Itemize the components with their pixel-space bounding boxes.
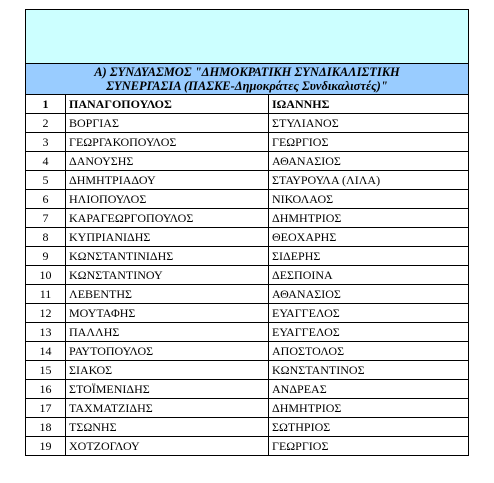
first-name-cell[interactable]: ΓΕΩΡΓΙΟΣ bbox=[269, 133, 469, 152]
surname-cell[interactable]: ΚΥΠΡΙΑΝΙΔΗΣ bbox=[66, 228, 269, 247]
row-number-cell[interactable]: 2 bbox=[26, 114, 66, 133]
first-name-cell[interactable]: ΣΩΤΗΡΙΟΣ bbox=[269, 418, 469, 437]
row-number-cell[interactable]: 17 bbox=[26, 399, 66, 418]
surname-cell[interactable]: ΤΑΧΜΑΤΖΙΔΗΣ bbox=[66, 399, 269, 418]
first-name-cell[interactable]: ΑΝΔΡΕΑΣ bbox=[269, 380, 469, 399]
row-number-cell[interactable]: 5 bbox=[26, 171, 66, 190]
table-row bbox=[26, 285, 469, 304]
first-name-cell[interactable]: ΔΗΜΗΤΡΙΟΣ bbox=[269, 399, 469, 418]
row-number-cell[interactable]: 3 bbox=[26, 133, 66, 152]
table-row bbox=[26, 266, 469, 285]
row-number-cell[interactable]: 11 bbox=[26, 285, 66, 304]
row-number-cell[interactable]: 15 bbox=[26, 361, 66, 380]
first-name-cell[interactable]: ΝΙΚΟΛΑΟΣ bbox=[269, 190, 469, 209]
table-row bbox=[26, 361, 469, 380]
table-row bbox=[26, 133, 469, 152]
table-row bbox=[26, 95, 469, 114]
surname-cell[interactable]: ΣΙΑΚΟΣ bbox=[66, 361, 269, 380]
table-row bbox=[26, 114, 469, 133]
surname-cell[interactable]: ΠΑΛΛΗΣ bbox=[66, 323, 269, 342]
surname-cell[interactable]: ΔΑΝΟΥΣΗΣ bbox=[66, 152, 269, 171]
first-name-cell[interactable]: ΑΠΟΣΤΟΛΟΣ bbox=[269, 342, 469, 361]
first-name-cell[interactable]: ΣΙΔΕΡΗΣ bbox=[269, 247, 469, 266]
heading-line-1: Α) ΣΥΝΔΥΑΣΜΟΣ "ΔΗΜΟΚΡΑΤΙΚΗ ΣΥΝΔΙΚΑΛΙΣΤΙΚΗ bbox=[94, 65, 400, 79]
table-row bbox=[26, 304, 469, 323]
first-name-cell[interactable]: ΓΕΩΡΓΙΟΣ bbox=[269, 437, 469, 456]
surname-cell[interactable]: ΗΛΙΟΠΟΥΛΟΣ bbox=[66, 190, 269, 209]
heading-row bbox=[26, 64, 469, 95]
surname-cell[interactable]: ΧΟΤΖΟΓΛΟΥ bbox=[66, 437, 269, 456]
banner-row bbox=[26, 10, 469, 64]
surname-cell[interactable]: ΔΗΜΗΤΡΙΑΔΟΥ bbox=[66, 171, 269, 190]
first-name-cell[interactable]: ΕΥΑΓΓΕΛΟΣ bbox=[269, 323, 469, 342]
row-number-cell[interactable]: 7 bbox=[26, 209, 66, 228]
surname-cell[interactable]: ΡΑΥΤΟΠΟΥΛΟΣ bbox=[66, 342, 269, 361]
first-name-cell[interactable]: ΔΕΣΠΟΙΝΑ bbox=[269, 266, 469, 285]
row-number-cell[interactable]: 8 bbox=[26, 228, 66, 247]
surname-cell[interactable]: ΚΩΝΣΤΑΝΤΙΝΙΔΗΣ bbox=[66, 247, 269, 266]
first-name-cell[interactable]: ΑΘΑΝΑΣΙΟΣ bbox=[269, 152, 469, 171]
table-row bbox=[26, 418, 469, 437]
first-name-cell[interactable]: ΕΥΑΓΓΕΛΟΣ bbox=[269, 304, 469, 323]
row-number-cell[interactable]: 13 bbox=[26, 323, 66, 342]
banner-cell[interactable] bbox=[26, 10, 469, 64]
table-row bbox=[26, 380, 469, 399]
table-row bbox=[26, 190, 469, 209]
row-number-cell[interactable]: 10 bbox=[26, 266, 66, 285]
table-row bbox=[26, 342, 469, 361]
table-row bbox=[26, 247, 469, 266]
first-name-cell[interactable]: ΔΗΜΗΤΡΙΟΣ bbox=[269, 209, 469, 228]
table-row bbox=[26, 437, 469, 456]
surname-cell[interactable]: ΠΑΝΑΓΟΠΟΥΛΟΣ bbox=[66, 95, 269, 114]
table-row bbox=[26, 399, 469, 418]
first-name-cell[interactable]: ΑΘΑΝΑΣΙΟΣ bbox=[269, 285, 469, 304]
surname-cell[interactable]: ΚΑΡΑΓΕΩΡΓΟΠΟΥΛΟΣ bbox=[66, 209, 269, 228]
first-name-cell[interactable]: ΣΤΥΛΙΑΝΟΣ bbox=[269, 114, 469, 133]
surname-cell[interactable]: ΓΕΩΡΓΑΚΟΠΟΥΛΟΣ bbox=[66, 133, 269, 152]
row-number-cell[interactable]: 12 bbox=[26, 304, 66, 323]
row-number-cell[interactable]: 19 bbox=[26, 437, 66, 456]
row-number-cell[interactable]: 9 bbox=[26, 247, 66, 266]
row-number-cell[interactable]: 18 bbox=[26, 418, 66, 437]
heading-cell[interactable] bbox=[26, 64, 469, 95]
surname-cell[interactable]: ΜΟΥΤΑΦΗΣ bbox=[66, 304, 269, 323]
surname-cell[interactable]: ΤΣΩΝΗΣ bbox=[66, 418, 269, 437]
table-row bbox=[26, 228, 469, 247]
surname-cell[interactable]: ΚΩΝΣΤΑΝΤΙΝΟΥ bbox=[66, 266, 269, 285]
table-row bbox=[26, 171, 469, 190]
surname-cell[interactable]: ΣΤΟΪΜΕΝΙΔΗΣ bbox=[66, 380, 269, 399]
first-name-cell[interactable]: ΚΩΝΣΤΑΝΤΙΝΟΣ bbox=[269, 361, 469, 380]
row-number-cell[interactable]: 16 bbox=[26, 380, 66, 399]
row-number-cell[interactable]: 14 bbox=[26, 342, 66, 361]
surname-cell[interactable]: ΛΕΒΕΝΤΗΣ bbox=[66, 285, 269, 304]
row-number-cell[interactable]: 4 bbox=[26, 152, 66, 171]
heading-line-2: ΣΥΝΕΡΓΑΣΙΑ (ΠΑΣΚΕ-Δημοκράτες Συνδικαλιστές)" bbox=[106, 79, 388, 93]
surname-cell[interactable]: ΒΟΡΓΙΑΣ bbox=[66, 114, 269, 133]
first-name-cell[interactable]: ΙΩΑΝΝΗΣ bbox=[269, 95, 469, 114]
table-row bbox=[26, 152, 469, 171]
table-row bbox=[26, 209, 469, 228]
first-name-cell[interactable]: ΘΕΟΧΑΡΗΣ bbox=[269, 228, 469, 247]
row-number-cell[interactable]: 6 bbox=[26, 190, 66, 209]
first-name-cell[interactable]: ΣΤΑΥΡΟΥΛΑ (ΛΙΛΑ) bbox=[269, 171, 469, 190]
candidate-table bbox=[25, 9, 469, 456]
row-number-cell[interactable]: 1 bbox=[26, 95, 66, 114]
table-row bbox=[26, 323, 469, 342]
